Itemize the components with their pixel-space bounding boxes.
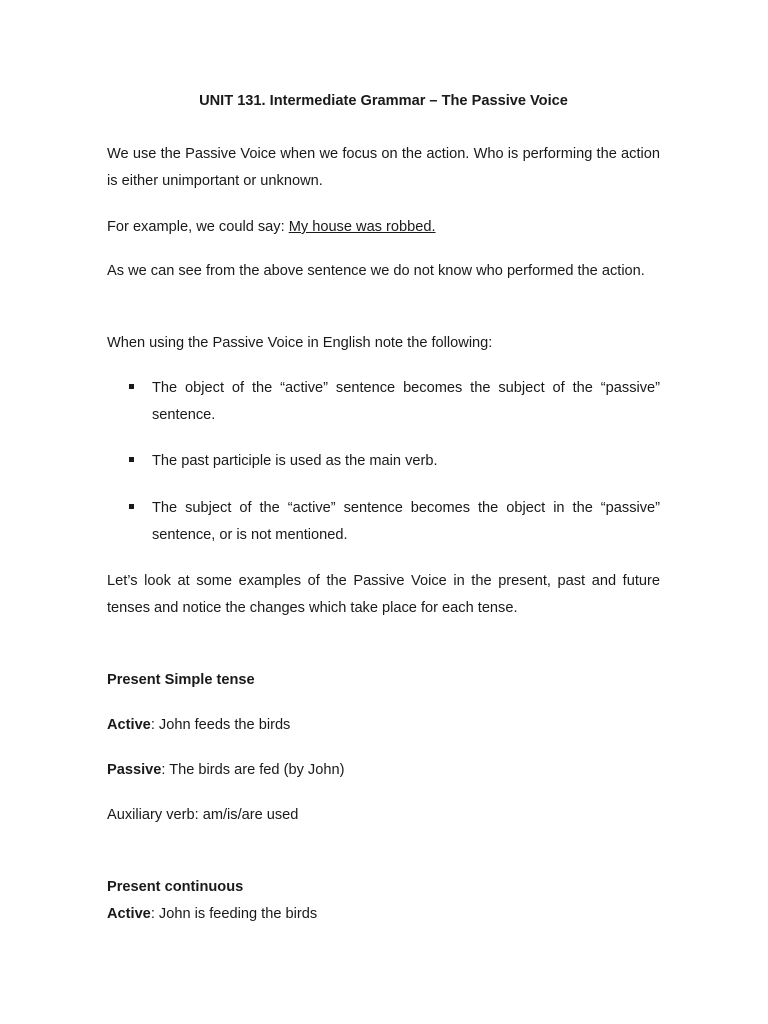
note-intro-paragraph: When using the Passive Voice in English note the following: bbox=[107, 335, 493, 351]
example-sentence: My house was robbed. bbox=[288, 219, 436, 235]
observation-paragraph: As we can see from the above sentence we do not know who performed the action. bbox=[107, 263, 645, 279]
passive-sentence: : The birds are fed (by John) bbox=[161, 762, 345, 778]
page-title: UNIT 131. Intermediate Grammar – The Passive Voice bbox=[199, 93, 568, 109]
present-simple-active-line bbox=[107, 716, 290, 734]
present-simple-auxiliary-line: Auxiliary verb: am/is/are used bbox=[107, 807, 299, 823]
list-item-text: The subject of the “active” sentence becomes the object in the “passive” sentence, or is not mentioned. bbox=[152, 500, 660, 543]
examples-intro-paragraph: Let’s look at some examples of the Passive Voice in the present, past and future tenses and notice the changes which take place for each tense. bbox=[107, 573, 660, 616]
bullet-square-icon bbox=[129, 504, 134, 509]
example-paragraph bbox=[107, 214, 660, 241]
list-item-text: The object of the “active” sentence becomes the subject of the “passive” sentence. bbox=[152, 380, 660, 423]
bullet-square-icon bbox=[129, 384, 134, 389]
active-sentence: : John feeds the birds bbox=[150, 717, 291, 733]
present-simple-passive-line bbox=[107, 761, 344, 779]
active-label: Active bbox=[107, 906, 151, 922]
section-heading-present-simple: Present Simple tense bbox=[107, 672, 255, 688]
section-heading-present-continuous: Present continuous bbox=[107, 879, 244, 895]
bullet-square-icon bbox=[129, 457, 134, 462]
passive-label: Passive bbox=[107, 762, 162, 778]
intro-paragraph: We use the Passive Voice when we focus on the action. Who is performing the action is either unimportant or unknown. bbox=[107, 146, 660, 189]
present-continuous-active-line bbox=[107, 905, 317, 923]
active-sentence: : John is feeding the birds bbox=[150, 906, 318, 922]
example-prefix: For example, we could say: bbox=[107, 219, 289, 235]
list-item-text: The past participle is used as the main verb. bbox=[152, 453, 438, 469]
active-label: Active bbox=[107, 717, 151, 733]
